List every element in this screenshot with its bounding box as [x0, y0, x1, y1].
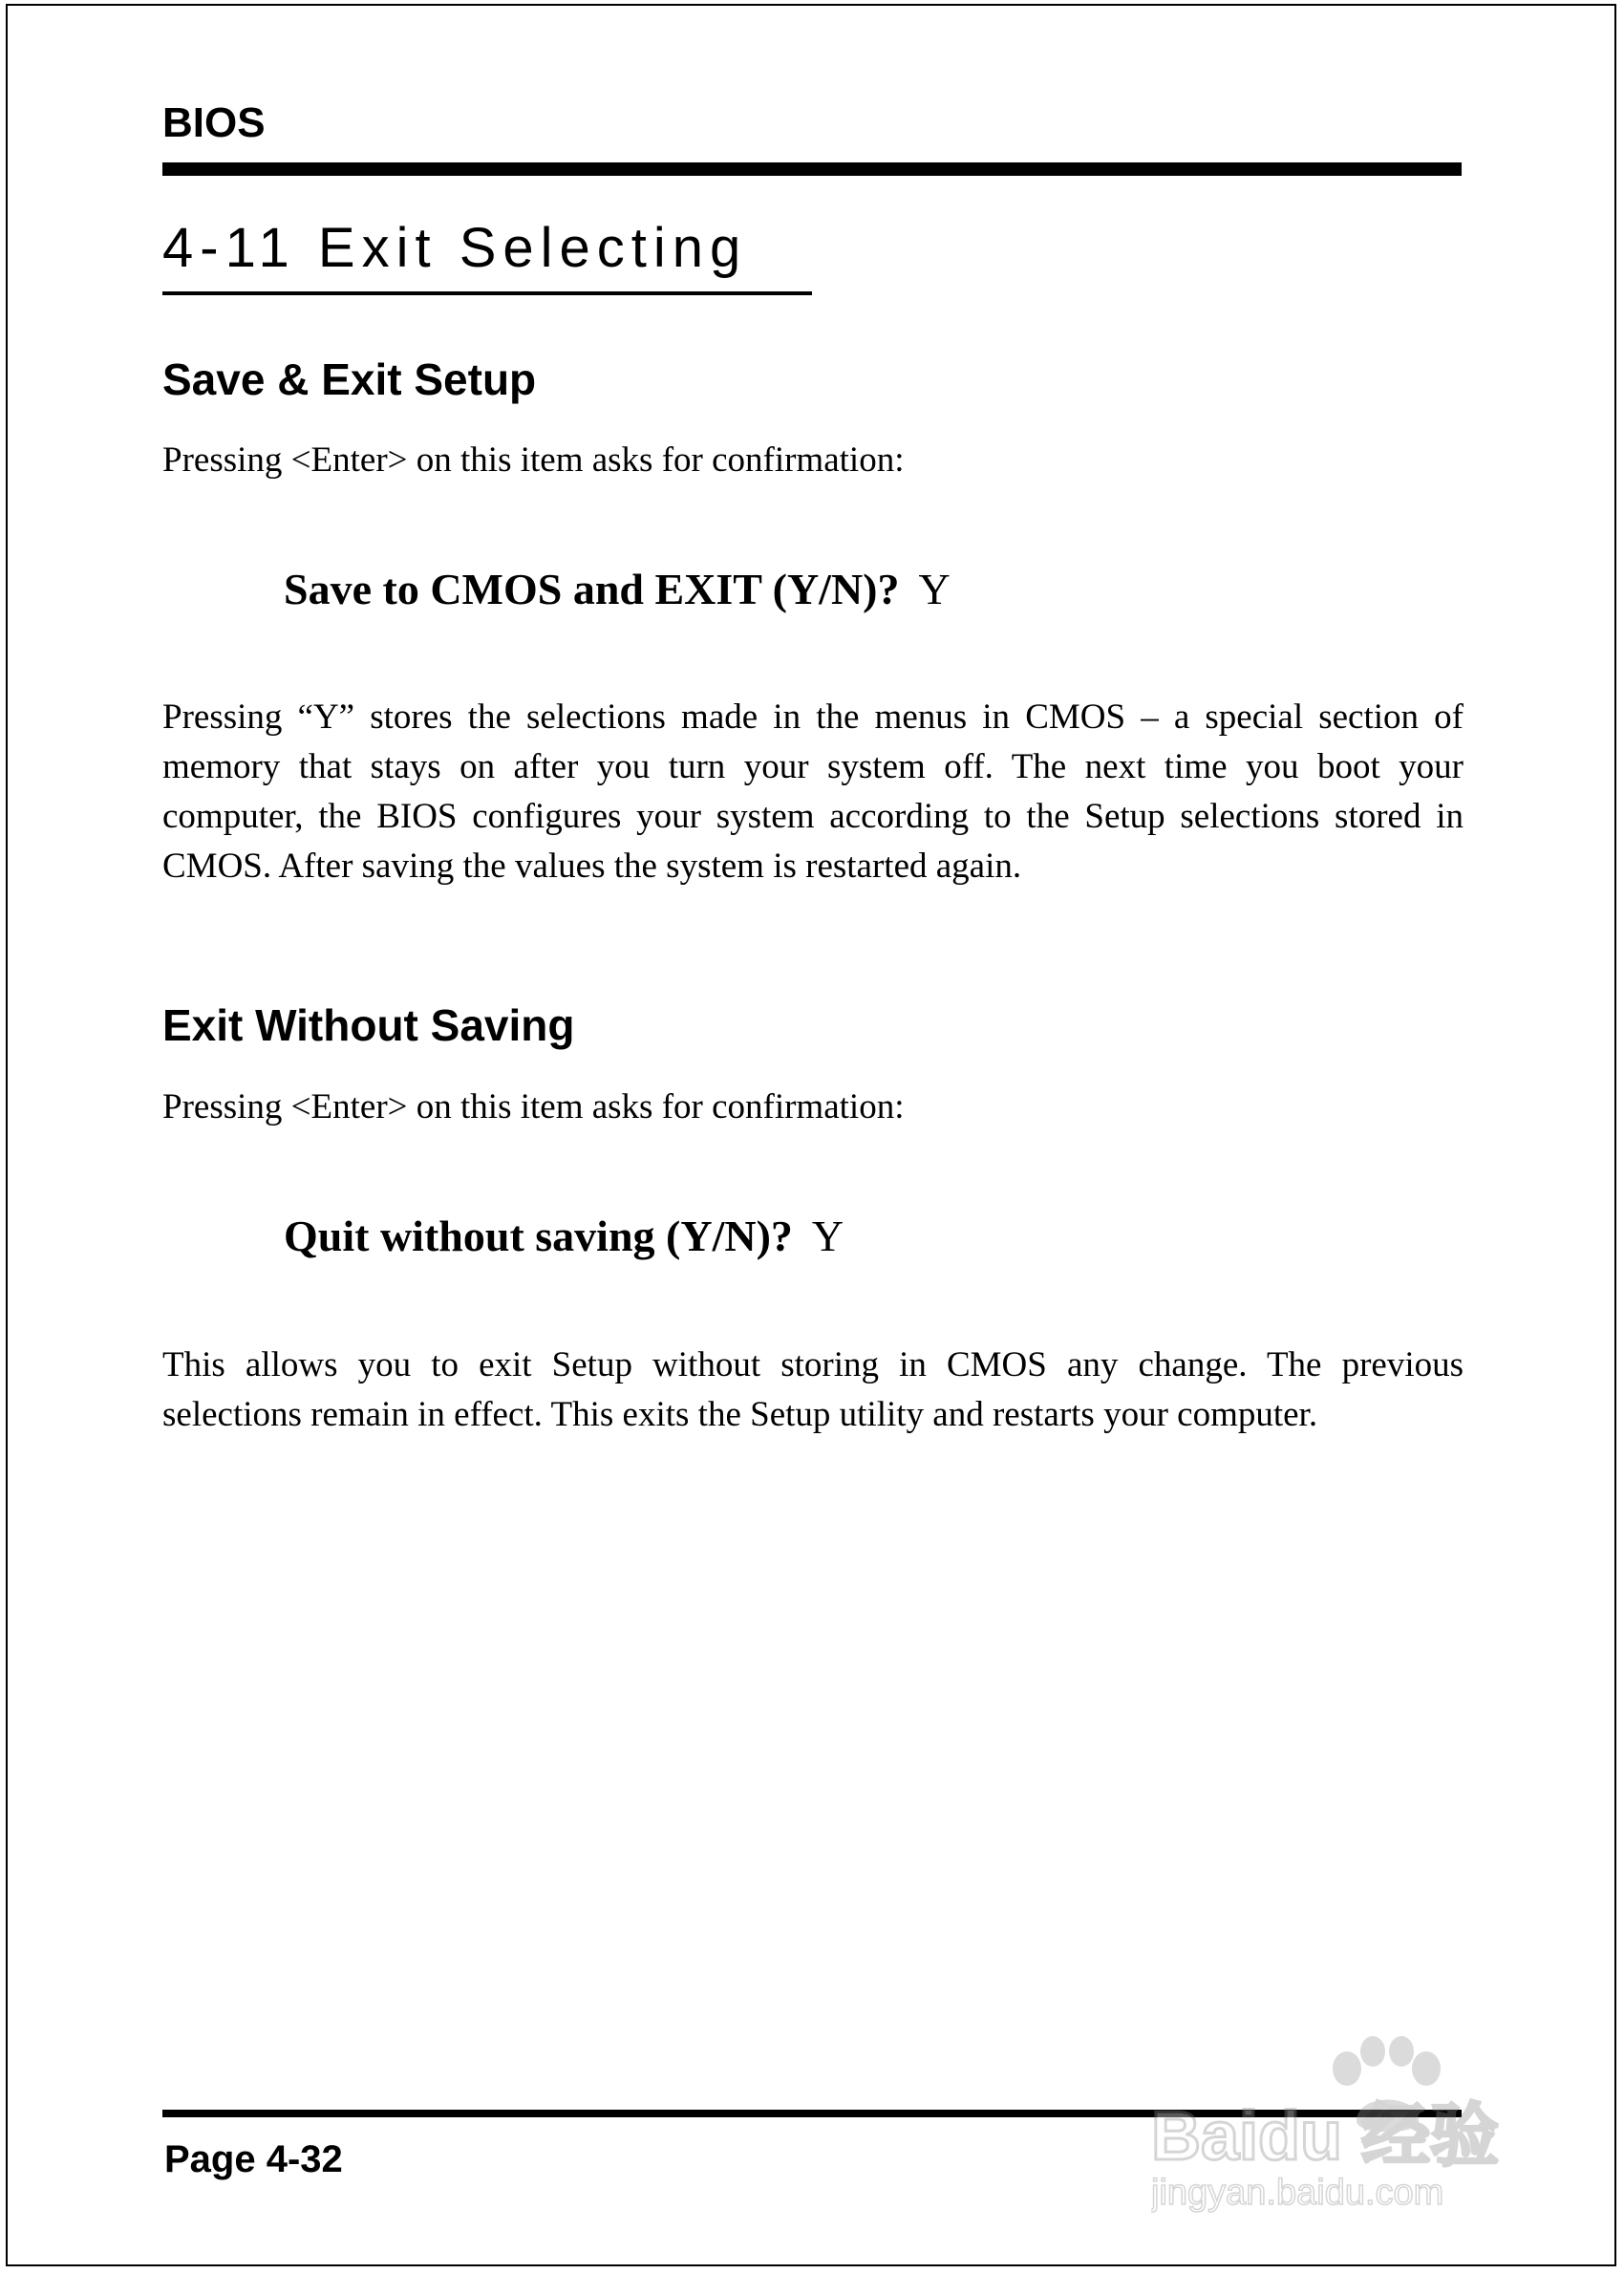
save-exit-intro: Pressing <Enter> on this item asks for confirmation:	[162, 440, 905, 480]
header-rule	[162, 162, 1462, 176]
watermark-url: jingyan.baidu.com	[1151, 2173, 1444, 2213]
watermark-brand: Baidu 经验	[1151, 2098, 1500, 2175]
page-number: Page 4-32	[164, 2138, 343, 2180]
save-exit-description: Pressing “Y” stores the selections made in the menus in CMOS – a special section of memory that stays on after you turn your system off. The next time you boot your computer, the BIOS configures your system according to the Setup selections stored in CMOS. After saving the values the system is restarted again.	[162, 697, 1464, 886]
baidu-watermark-logo	[1151, 2030, 1533, 2217]
save-exit-answer: Y	[918, 565, 951, 613]
section-title: 4-11 Exit Selecting	[162, 217, 748, 279]
save-exit-prompt-line	[284, 564, 951, 614]
exit-without-saving-description: This allows you to exit Setup without storing in CMOS any change. The previous selections remain in effect. This exits the Setup utility and restarts your computer.	[162, 1345, 1464, 1434]
exit-without-saving-prompt: Quit without saving (Y/N)?	[284, 1212, 793, 1260]
save-exit-heading: Save & Exit Setup	[162, 354, 537, 404]
section-title-underline	[162, 291, 812, 295]
exit-without-saving-heading: Exit Without Saving	[162, 1000, 575, 1050]
save-exit-prompt: Save to CMOS and EXIT (Y/N)?	[284, 565, 900, 613]
exit-without-saving-prompt-line	[284, 1211, 844, 1261]
page-border	[6, 4, 1616, 2266]
exit-without-saving-answer: Y	[811, 1212, 844, 1260]
exit-without-saving-intro: Pressing <Enter> on this item asks for confirmation:	[162, 1087, 905, 1126]
running-header: BIOS	[162, 99, 266, 146]
